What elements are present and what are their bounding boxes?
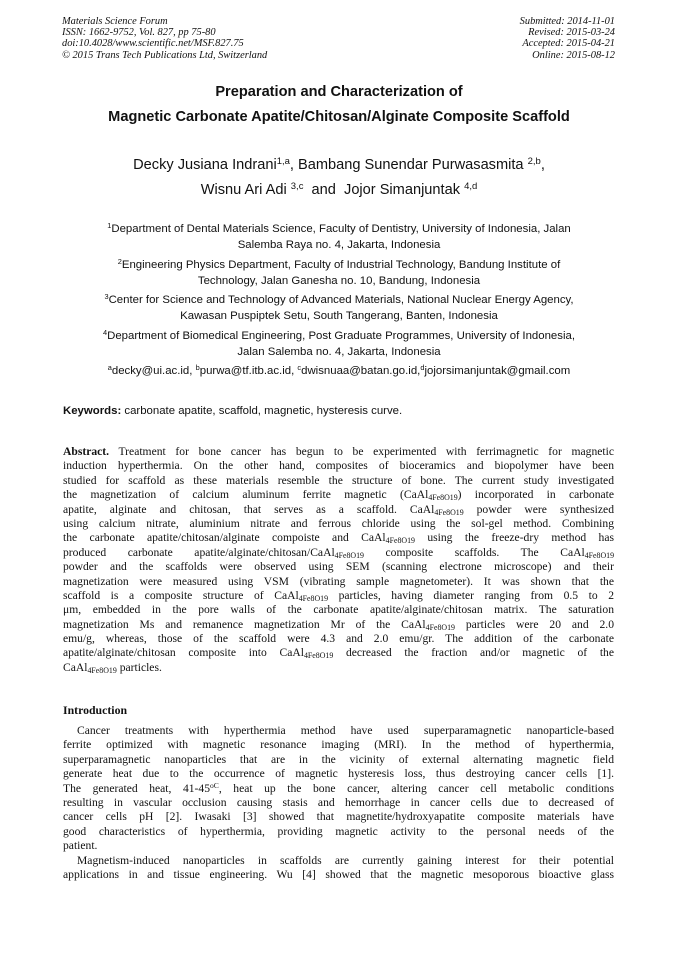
title-line: Magnetic Carbonate Apatite/Chitosan/Alginate Composite Scaffold bbox=[108, 109, 570, 125]
keywords-text: carbonate apatite, scaffold, magnetic, hysteresis curve. bbox=[121, 405, 403, 417]
email-address: decky@ui.ac.id, bbox=[111, 365, 196, 377]
author-line bbox=[40, 153, 638, 178]
affiliation bbox=[60, 222, 618, 253]
abstract-line: Abstract. Treatment for bone cancer has begun to be experimented with ferrimagnetic for magnetic bbox=[63, 445, 614, 458]
affiliation-line: $^3$Center for Science and Technology of Advanced Materials, National Nuclear Energy Agency, bbox=[104, 291, 574, 306]
author-name: Decky Jusiana Indrani bbox=[133, 157, 277, 173]
abstract-line: powder and the scaffolds were observed using SEM (scanning electrone microscope) and their bbox=[63, 560, 614, 574]
body-line: applications in and tissue engineering. Wu [4] showed that the magnetic mesoporous bioactive glass bbox=[63, 867, 614, 881]
abstract-line: magnetization were measured using VSM (vibrating sample magnetometer). It was shown that the bbox=[63, 574, 614, 588]
journal-doi: doi:10.4028/www.scientific.net/MSF.827.75 bbox=[62, 38, 244, 50]
body-line: cancer cells pH [2]. Iwasaki [3] showed that magnetite/hydroxyapatite composite materials have bbox=[63, 810, 614, 824]
date-accepted: Accepted: 2015-04-21 bbox=[522, 38, 615, 50]
author-list bbox=[40, 153, 638, 203]
body-line: The generated heat, $41-45^{oC}$, heat up the bone cancer, altering cancer cell metabolic conditions bbox=[63, 781, 614, 795]
affiliation-line: $^4$Department of Biomedical Engineering, Post Graduate Programmes, University of Indonesia, bbox=[102, 327, 575, 342]
email-list bbox=[60, 364, 618, 380]
author-affil-mark: 4,d bbox=[464, 180, 478, 192]
body-line: patient. bbox=[63, 839, 98, 853]
abstract-line: using calcium nitrate, aluminium nitrate and ferrous chloride using the sol-gel method. Combining bbox=[63, 516, 614, 530]
email-address: dwisnuaa@batan.go.id, bbox=[301, 365, 421, 377]
affiliation-mark: 3 bbox=[104, 291, 109, 301]
keywords-label: Keywords: bbox=[63, 405, 122, 417]
email-line: $^a$decky@ui.ac.id, $^b$purwa@tf.itb.ac.id, $^c$dwisnuaa@batan.go.id,$^d$jojorsimanjuntak@gmail.com bbox=[107, 362, 571, 377]
affiliation-line: $^2$Engineering Physics Department, Faculty of Industrial Technology, Bandung Institute of bbox=[117, 256, 561, 271]
date-revised: Revised: 2015-03-24 bbox=[528, 27, 615, 39]
affiliation-mark: 4 bbox=[102, 327, 108, 337]
date-online: Online: 2015-08-12 bbox=[532, 49, 615, 61]
author-name: Jojor Simanjuntak bbox=[344, 182, 461, 198]
body-line: ferrite optimized with magnetic resonance imaging (MRI). In the method of hyperthermia, bbox=[63, 738, 614, 752]
journal-issn: ISSN: 1662-9752, Vol. 827, pp 75-80 bbox=[62, 27, 216, 39]
email-address: purwa@tf.itb.ac.id, bbox=[199, 365, 298, 377]
author-separator: , bbox=[540, 157, 545, 173]
body-line: Magnetism-induced nanoparticles in scaffolds are currently gaining interest for their potential bbox=[77, 853, 614, 867]
date-submitted: Submitted: 2014-11-01 bbox=[519, 16, 615, 27]
title-line: Preparation and Characterization of bbox=[215, 84, 463, 100]
author-line bbox=[40, 178, 638, 203]
abstract-line: apatite, alginate and chitosan, that serves as a scaffold. CaAl$_{4Fe8O19}$ powder were synthesized bbox=[63, 502, 614, 517]
abstract-label: Abstract. bbox=[63, 445, 110, 458]
abstract-line: studied for scaffold as these materials resemble the structure of bone. The current study investigated bbox=[63, 473, 614, 487]
paper-title bbox=[40, 80, 638, 130]
journal-name: Materials Science Forum bbox=[62, 16, 168, 27]
keywords bbox=[63, 405, 402, 417]
body-line: good characteristics of hyperthermia, providing magnetic activity to the personal needs of the bbox=[63, 824, 614, 838]
author-affil-mark: 3,c bbox=[290, 180, 304, 192]
author-name: Wisnu Ari Adi bbox=[200, 182, 287, 198]
abstract bbox=[63, 445, 614, 675]
author-name: Bambang Sunendar Purwasasmita bbox=[298, 157, 524, 173]
abstract-line: apatite/alginate/chitosan composite into CaAl$_{4Fe8O19}$ decreased the fraction and/or magnetic of the bbox=[63, 646, 614, 661]
affiliation-line: Salemba Raya no. 4, Jakarta, Indonesia bbox=[237, 238, 441, 251]
affiliation bbox=[60, 329, 618, 360]
author-affil-mark: 2,b bbox=[527, 155, 541, 167]
body-line: resulting in vascular occlusion causing stasis and hemorrhage in cancer cells due to decreased of bbox=[63, 795, 614, 809]
affiliation-line: Jalan Salemba no. 4, Jakarta, Indonesia bbox=[237, 345, 441, 358]
affiliation-mark: 1 bbox=[107, 220, 112, 230]
abstract-line: CaAl$_{4Fe8O19}$ particles. bbox=[63, 660, 162, 675]
author-affil-mark: 1,a bbox=[276, 155, 290, 167]
abstract-line: μm, embedded in the pore walls of the carbonate apatite/alginate/chitosan matrix. The saturation bbox=[63, 603, 614, 617]
affiliation-line: Kawasan Puspiptek Setu, South Tangerang, Banten, Indonesia bbox=[180, 309, 498, 322]
affiliation bbox=[60, 258, 618, 289]
abstract-line: produced carbonate apatite/alginate/chitosan/CaAl$_{4Fe8O19}$ composite scaffolds. The CaAl$_{4Fe8O19}$ bbox=[63, 545, 614, 560]
affiliation bbox=[60, 293, 618, 324]
affiliation-line: $^1$Department of Dental Materials Science, Faculty of Dentistry, University of Indonesia, Jalan bbox=[107, 220, 571, 235]
introduction-body bbox=[63, 724, 614, 882]
affiliation-line: Technology, Jalan Ganesha no. 10, Bandung, Indonesia bbox=[197, 274, 481, 287]
abstract-line: the magnetization of calcium aluminum ferrite magnetic (CaAl$_{4Fe8O19}$) incorporated in carbonate bbox=[63, 488, 614, 503]
body-line: superparamagnetic nanoparticles that are in the vicinity of external alternating magnetic field bbox=[63, 752, 614, 766]
affiliation-mark: 2 bbox=[117, 256, 122, 266]
abstract-line: the carbonate apatite/chitosan/alginate compoiste and CaAl$_{4Fe8O19}$ using the freeze-dry method has bbox=[63, 531, 614, 546]
submission-dates bbox=[520, 16, 615, 61]
abstract-line: induction hyperthermia. On the other hand, composites of bioceramics and biopolymer have been bbox=[63, 459, 614, 473]
journal-info bbox=[62, 16, 267, 61]
journal-copyright: © 2015 Trans Tech Publications Ltd, Switzerland bbox=[62, 49, 268, 61]
abstract-line: emu/g, whereas, those of the scaffold were 4.3 and 2.0 emu/gr. The addition of the carbonate bbox=[63, 632, 614, 646]
body-line: generate heat due to the occurrence of magnetic hysteresis loss, thus destroying cancer cells [1]. bbox=[63, 767, 614, 781]
abstract-line: magnetization Ms and remanence magnetization Mr of the CaAl$_{4Fe8O19}$ particles were 20 and 2.0 bbox=[63, 617, 614, 632]
author-separator: , bbox=[289, 157, 294, 173]
email-address: jojorsimanjuntak@gmail.com bbox=[424, 365, 571, 377]
body-line: Cancer treatments with hyperthermia method have used superparamagnetic nanoparticle-based bbox=[77, 724, 614, 737]
section-heading-introduction: Introduction bbox=[63, 703, 128, 717]
abstract-line: scaffold is a composite structure of CaAl$_{4Fe8O19}$ particles, having diameter ranging from 0.5 to 2 bbox=[63, 588, 614, 603]
author-separator: and bbox=[311, 182, 336, 198]
